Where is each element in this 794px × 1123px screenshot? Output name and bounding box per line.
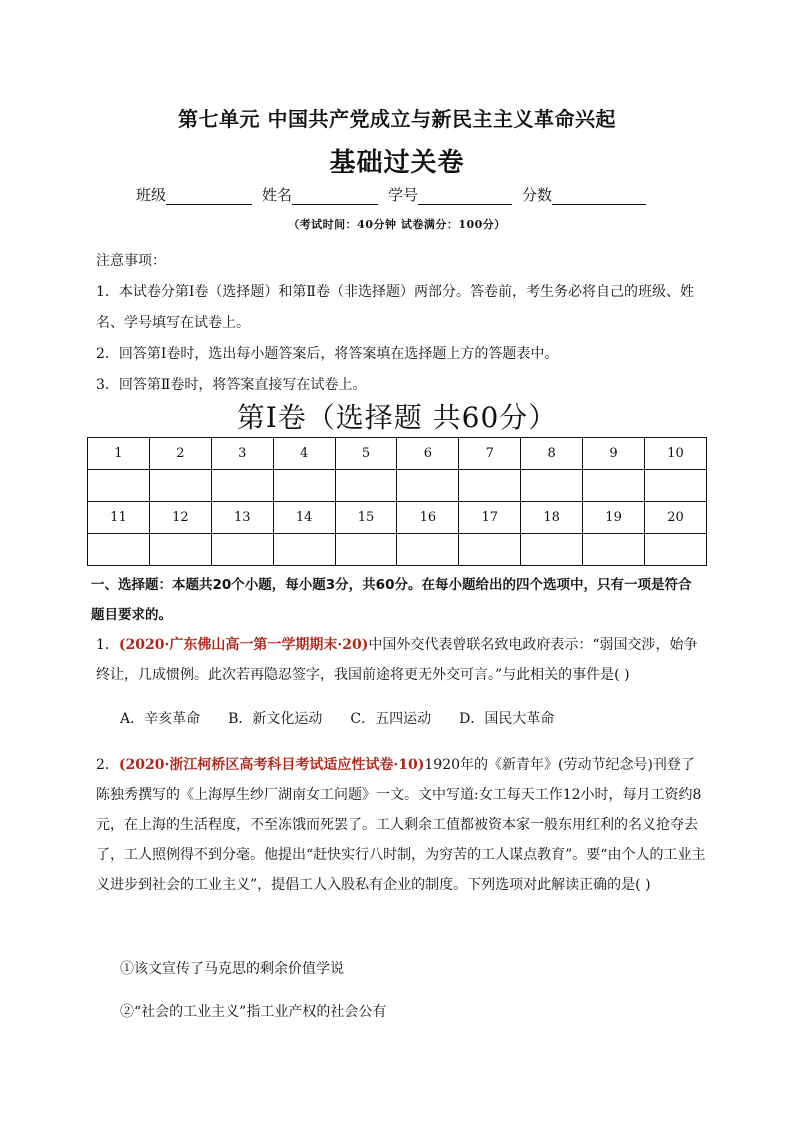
note-item: 2．回答第Ⅰ卷时，选出每小题答案后，将答案填在选择题上方的答题表中。 [96,346,559,362]
question-source: (2020·浙江柯桥区高考科目考试适应性试卷·10) [118,757,425,773]
option-a[interactable]: A．辛亥革命 [120,711,201,727]
grid-number: 20 [645,502,707,534]
grid-number: 1 [88,438,150,470]
answer-cell[interactable] [645,534,707,566]
answer-cell[interactable] [273,470,335,502]
grid-number: 6 [397,438,459,470]
note-item: 1．本试卷分第Ⅰ卷（选择题）和第Ⅱ卷（非选择题）两部分。答卷前，考生务必将自己的班级、姓名、学号填写在试卷上。 [96,284,694,331]
grid-number: 16 [397,502,459,534]
section-heading: 第Ⅰ卷（选择题 共60分） [236,401,558,434]
mc-instructions: 一、选择题：本题共20个小题，每小题3分，共60分。在每小题给出的四个选项中，只有一项是符合题目要求的。 [91,577,692,623]
answer-cell[interactable] [273,534,335,566]
answer-cell[interactable] [583,534,645,566]
grid-number: 7 [459,438,521,470]
grid-number: 10 [645,438,707,470]
answer-cell[interactable] [521,470,583,502]
question-number: 1． [96,637,119,653]
answer-cell[interactable] [645,470,707,502]
option-d[interactable]: D．国民大革命 [459,711,555,727]
student-info-row [136,184,696,205]
grid-number: 11 [88,502,150,534]
notes-title: 注意事项： [96,253,166,269]
answer-grid-answer-row [88,534,707,566]
answer-cell[interactable] [88,470,150,502]
question-1 [96,630,708,690]
answer-cell[interactable] [459,534,521,566]
option-b[interactable]: B．新文化运动 [228,711,323,727]
question-text: 中国外交代表曾联名致电政府表示：“弱国交涉，始争终让，几成惯例。此次若再隐忍签字，我国前途将更无外交可言。”与此相关的事件是( ) [96,637,698,683]
grid-number: 17 [459,502,521,534]
answer-cell[interactable] [521,534,583,566]
notes-block [96,246,708,401]
score-field[interactable] [522,184,646,205]
answer-cell[interactable] [397,534,459,566]
statement-2: ②“社会的工业主义”指工业产权的社会公有 [120,1004,387,1020]
question-text: 1920年的《新青年》(劳动节纪念号)刊登了陈独秀撰写的《上海厚生纱厂湖南女工问题》一文。文中写道:女工每天工作12小时，每月工资约8元，在上海的生活程度，不至冻饿而死罢了。工人剩余工值都被资本家一般东用红利的名义抢夺去了，工人照例得不到分毫。他提出“赶快实行八时制，为穷苦的工人谋点教育”。要“由个人的工业主义进步到社会的工业主义”，提倡工人入股私有企业的制度。下列选项对此解读正确的是( ) [96,757,706,893]
grid-number: 14 [273,502,335,534]
grid-number: 19 [583,502,645,534]
score-label: 分数 [522,186,553,204]
answer-grid-number-row [88,502,707,534]
name-blank[interactable] [292,188,378,205]
class-label: 班级 [136,186,167,204]
grid-number: 4 [273,438,335,470]
grid-number: 12 [149,502,211,534]
answer-cell[interactable] [211,534,273,566]
answer-cell[interactable] [211,470,273,502]
answer-cell[interactable] [583,470,645,502]
answer-cell[interactable] [149,534,211,566]
grid-number: 2 [149,438,211,470]
question-1-options [120,708,554,728]
answer-grid [87,437,707,566]
answer-cell[interactable] [335,534,397,566]
grid-number: 5 [335,438,397,470]
grid-number: 9 [583,438,645,470]
question-number: 2． [96,757,119,773]
answer-cell[interactable] [149,470,211,502]
student-id-blank[interactable] [418,188,512,205]
class-blank[interactable] [166,188,252,205]
note-item: 3．回答第Ⅱ卷时，将答案直接写在试卷上。 [96,377,367,393]
grid-number: 3 [211,438,273,470]
student-id-label: 学号 [388,186,419,204]
score-blank[interactable] [552,188,646,205]
option-c[interactable]: C．五四运动 [350,711,432,727]
question-source: (2020·广东佛山高一第一学期期末·20) [118,637,369,653]
answer-grid-number-row [88,438,707,470]
grid-number: 18 [521,502,583,534]
unit-title: 第七单元 中国共产党成立与新民主主义革命兴起 [178,107,616,131]
answer-cell[interactable] [335,470,397,502]
grid-number: 8 [521,438,583,470]
answer-cell[interactable] [397,470,459,502]
grid-number: 15 [335,502,397,534]
grid-number: 13 [211,502,273,534]
exam-meta: （考试时间：40分钟 试卷满分：100分） [288,218,506,231]
name-field[interactable] [262,184,378,205]
answer-cell[interactable] [88,534,150,566]
answer-cell[interactable] [459,470,521,502]
answer-grid-answer-row [88,470,707,502]
exam-title: 基础过关卷 [329,148,465,178]
class-field[interactable] [136,184,252,205]
statement-1: ①该文宣传了马克思的剩余价值学说 [120,961,344,977]
question-2 [96,750,708,900]
student-id-field[interactable] [388,184,512,205]
name-label: 姓名 [262,186,293,204]
